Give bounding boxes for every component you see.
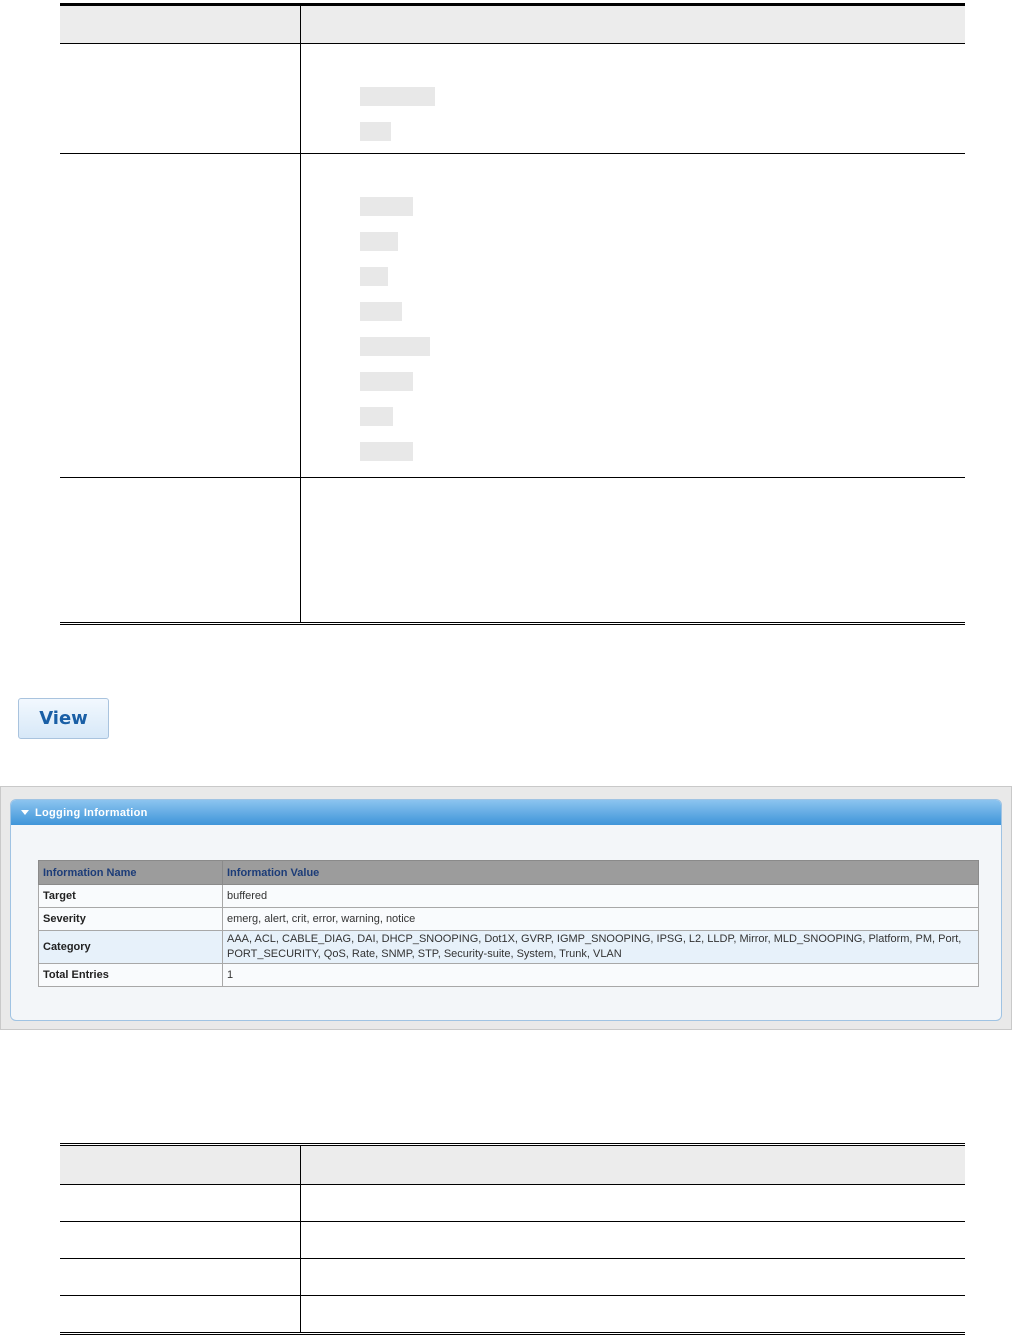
- col-header-value: Information Value: [223, 861, 979, 885]
- logging-information-panel: [10, 799, 1002, 1021]
- table-row: [60, 1259, 965, 1296]
- object-cell: [60, 1296, 301, 1334]
- info-name: Severity: [39, 908, 223, 931]
- option-chip: [360, 197, 413, 216]
- table-row: [60, 154, 965, 478]
- header-cell-description: [301, 5, 966, 44]
- option-chip: [360, 372, 413, 391]
- info-name: Target: [39, 885, 223, 908]
- info-table-header: [39, 861, 979, 885]
- info-row-severity: [39, 908, 979, 931]
- logging-info-table: [38, 860, 979, 987]
- header-cell-description: [301, 1145, 966, 1185]
- info-name: Total Entries: [39, 964, 223, 987]
- panel-header[interactable]: [11, 800, 1001, 825]
- table-row: [60, 1296, 965, 1334]
- table-row: [60, 478, 965, 624]
- info-value: 1: [223, 964, 979, 987]
- table-row: [60, 44, 965, 154]
- bottom-description-table: [60, 1143, 965, 1335]
- object-cell: [60, 1259, 301, 1296]
- panel-title: Logging Information: [35, 806, 148, 819]
- col-header-name: Information Name: [39, 861, 223, 885]
- option-chip: [360, 337, 430, 356]
- description-cell: [301, 1259, 966, 1296]
- option-chip: [360, 442, 413, 461]
- table-header-row: [60, 1145, 965, 1185]
- info-row-category: [39, 931, 979, 964]
- info-row-total-entries: [39, 964, 979, 987]
- description-cell: [301, 1185, 966, 1222]
- option-chip: [360, 267, 388, 286]
- object-cell: [60, 1222, 301, 1259]
- option-chip: [360, 407, 393, 426]
- header-cell-object: [60, 1145, 301, 1185]
- option-chip: [360, 302, 402, 321]
- table-header-row: [60, 5, 965, 44]
- info-name: Category: [39, 931, 223, 964]
- info-row-target: [39, 885, 979, 908]
- object-cell: [60, 1185, 301, 1222]
- description-cell: [301, 478, 966, 624]
- table-row: [60, 1222, 965, 1259]
- info-value: buffered: [223, 885, 979, 908]
- option-chip: [360, 122, 391, 141]
- option-chip: [360, 87, 435, 106]
- object-cell: [60, 44, 301, 154]
- info-value: emerg, alert, crit, error, warning, notice: [223, 908, 979, 931]
- logging-panel-frame: [0, 786, 1012, 1030]
- description-cell: [301, 1296, 966, 1334]
- description-cell: [301, 154, 966, 478]
- object-cell: [60, 154, 301, 478]
- top-description-table: [60, 3, 965, 625]
- table-row: [60, 1185, 965, 1222]
- description-cell: [301, 1222, 966, 1259]
- header-cell-object: [60, 5, 301, 44]
- info-value: AAA, ACL, CABLE_DIAG, DAI, DHCP_SNOOPING, Dot1X, GVRP, IGMP_SNOOPING, IPSG, L2, LLDP, Mirror, MLD_SNOOPING, Platform, PM, Port, PORT_SECURITY, QoS, Rate, SNMP, STP, Security-suite, System, Trunk, VLAN: [223, 931, 979, 964]
- object-cell: [60, 478, 301, 624]
- view-button[interactable]: View: [18, 698, 109, 739]
- collapse-arrow-icon[interactable]: [21, 810, 29, 815]
- description-cell: [301, 44, 966, 154]
- option-chip: [360, 232, 398, 251]
